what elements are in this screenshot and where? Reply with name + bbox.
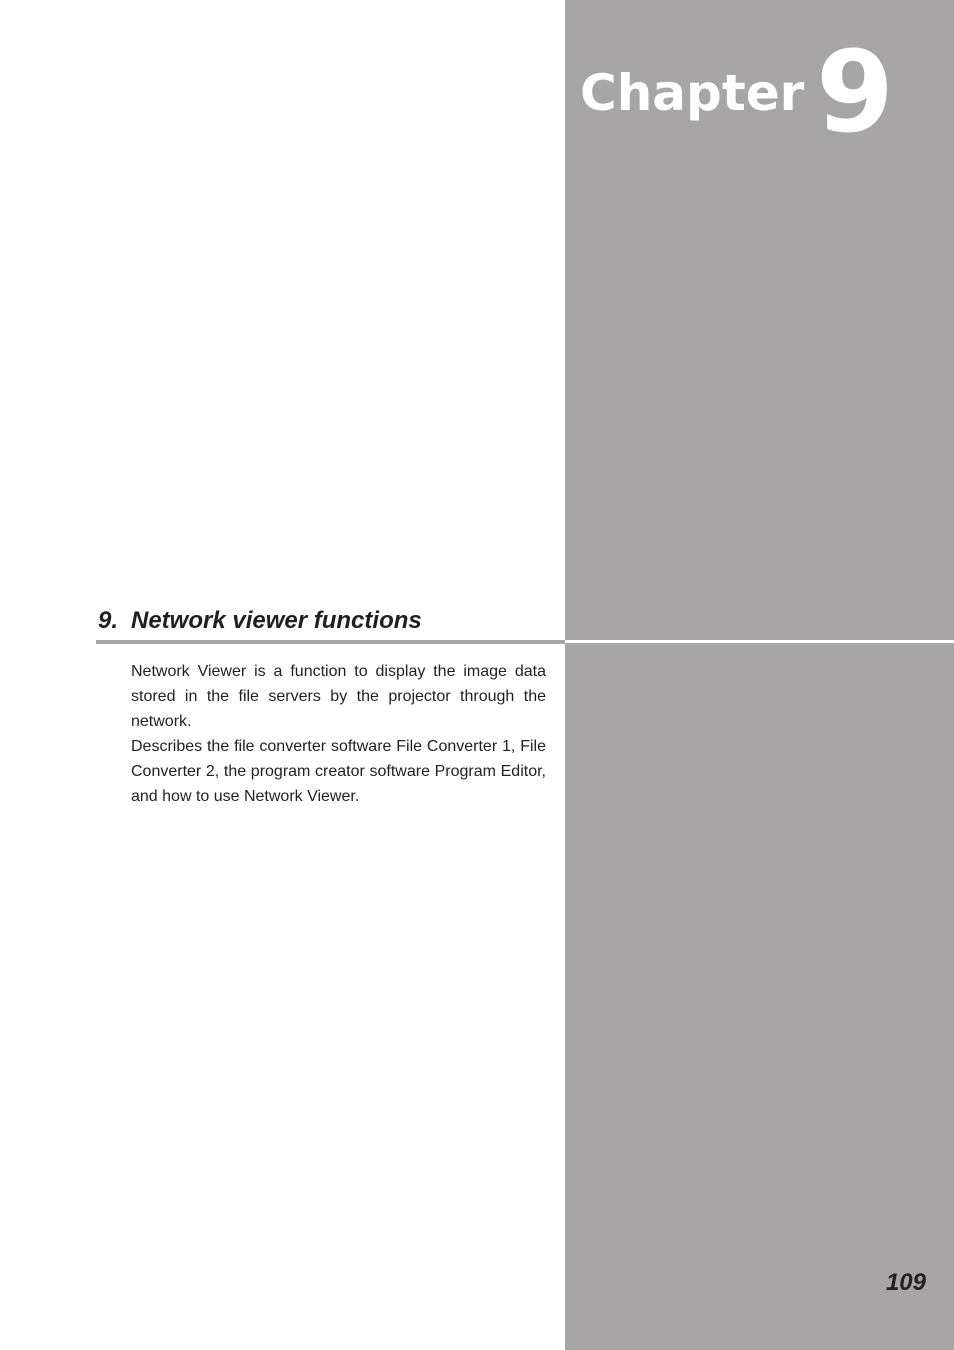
section-rule (96, 640, 565, 644)
section-body (131, 659, 546, 809)
section-heading (98, 604, 422, 638)
section-title: Network viewer functions (131, 607, 422, 634)
body-paragraph-2: Describes the file converter software File Converter 1, File Converter 2, the program creator software Program Editor, and how to use Network Viewer. (131, 738, 546, 805)
chapter-number: 9 (816, 28, 894, 158)
chapter-label: Chapter (580, 64, 805, 122)
panel-divider (565, 640, 954, 643)
chapter-side-panel (565, 0, 954, 1350)
section-number: 9. (98, 607, 119, 634)
page-number: 109 (885, 1269, 926, 1296)
body-paragraph-1: Network Viewer is a function to display the image data stored in the file servers by the projector through the network. (131, 663, 546, 730)
